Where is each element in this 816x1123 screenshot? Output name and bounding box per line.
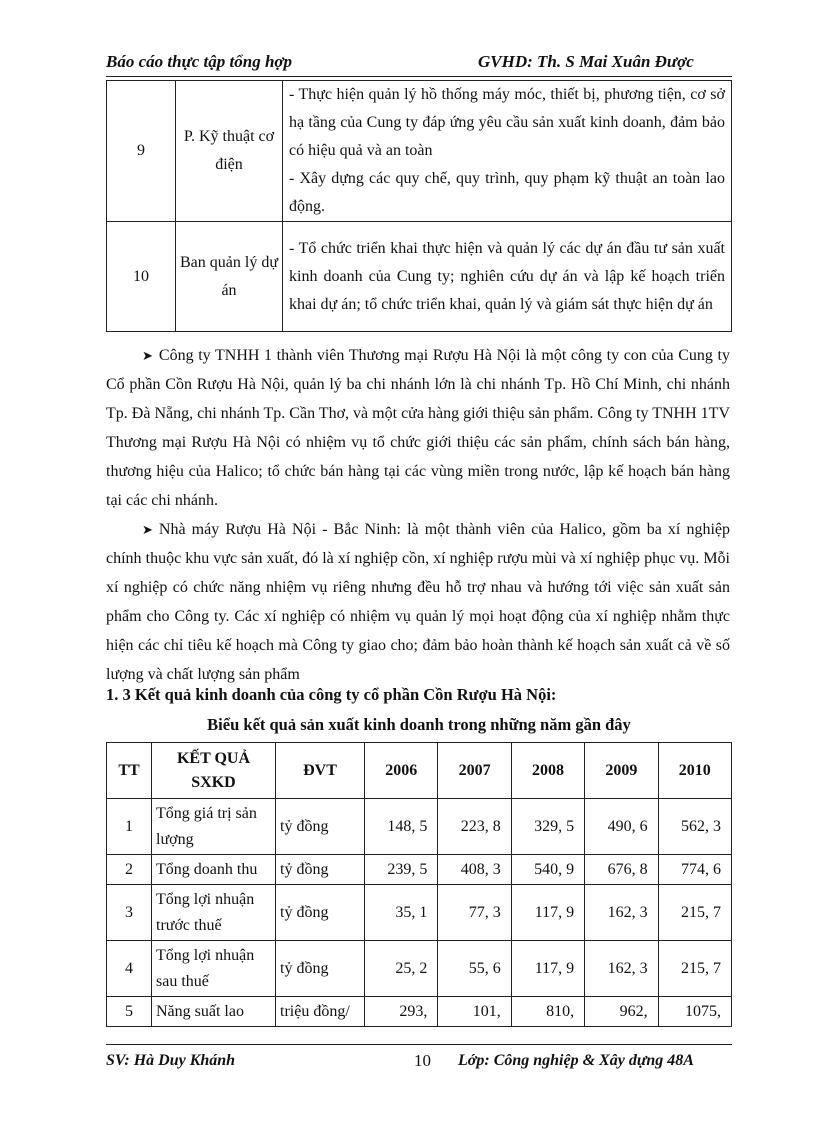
cell: Năng suất lao <box>152 997 276 1027</box>
cell: 4 <box>107 941 152 997</box>
cell: 3 <box>107 885 152 941</box>
table-row <box>107 799 732 855</box>
cell: 408, 3 <box>438 855 511 885</box>
cell: Tổng giá trị sản lượng <box>152 799 276 855</box>
arrow-bullet-icon: ➤ <box>142 522 153 537</box>
paragraph-text: Công ty TNHH 1 thành viên Thương mại Rượu Hà Nội là một công ty con của Cung ty Cổ phần Cồn Rượu Hà Nội, quản lý ba chi nhánh lớn là chi nhánh Tp. Hồ Chí Minh, chi nhánh Tp. Đà Nẵng, chi nhánh Tp. Cần Thơ, và một cửa hàng giới thiệu sản phẩm. Công ty TNHH 1TV Thương mại Rượu Hà Nội có nhiệm vụ tổ chức giới thiệu các sản phẩm, chính sách bán hàng, thương hiệu của Halico; tổ chức bán hàng tại các vùng miền trong nước, lập kế hoạch bán hàng tại các chi nhánh. <box>106 347 730 509</box>
cell: Tổng lợi nhuận trước thuế <box>152 885 276 941</box>
cell: 293, <box>365 997 438 1027</box>
department-duties <box>283 222 732 332</box>
department-name: Ban quản lý dự án <box>176 222 283 332</box>
cell: 215, 7 <box>658 941 731 997</box>
cell: 101, <box>438 997 511 1027</box>
footer-class: Lớp: Công nghiệp & Xây dựng 48A <box>458 1052 694 1069</box>
cell: 117, 9 <box>511 885 584 941</box>
table-row <box>107 997 732 1027</box>
cell: 490, 6 <box>585 799 658 855</box>
cell: 223, 8 <box>438 799 511 855</box>
cell: 77, 3 <box>438 885 511 941</box>
table-header-row <box>107 743 732 799</box>
header-rule <box>106 76 732 77</box>
cell: 676, 8 <box>585 855 658 885</box>
footer-rule <box>106 1044 732 1045</box>
cell: 540, 9 <box>511 855 584 885</box>
cell: 239, 5 <box>365 855 438 885</box>
table-row <box>107 885 732 941</box>
cell: Tổng doanh thu <box>152 855 276 885</box>
cell: 35, 1 <box>365 885 438 941</box>
cell: 774, 6 <box>658 855 731 885</box>
table-row <box>107 941 732 997</box>
cell: 5 <box>107 997 152 1027</box>
table-row <box>107 855 732 885</box>
paragraph-subsidiary <box>106 341 730 515</box>
header-cell: ĐVT <box>276 743 365 799</box>
cell: 162, 3 <box>585 885 658 941</box>
cell: 810, <box>511 997 584 1027</box>
cell: 329, 5 <box>511 799 584 855</box>
cell: 162, 3 <box>585 941 658 997</box>
cell: 1075, <box>658 997 731 1027</box>
cell: 117, 9 <box>511 941 584 997</box>
cell: 2 <box>107 855 152 885</box>
header-cell: TT <box>107 743 152 799</box>
paragraph-factory <box>106 515 730 689</box>
section-title: 1. 3 Kết quả kinh doanh của công ty cổ phần Cồn Rượu Hà Nội: <box>106 685 557 704</box>
cell: 215, 7 <box>658 885 731 941</box>
header-cell: 2010 <box>658 743 731 799</box>
header-cell: 2009 <box>585 743 658 799</box>
row-number: 10 <box>107 222 176 332</box>
header-left: Báo cáo thực tập tổng hợp <box>106 52 293 71</box>
cell: 148, 5 <box>365 799 438 855</box>
table-title: Biểu kết quả sản xuất kinh doanh trong những năm gần đây <box>207 715 631 734</box>
arrow-bullet-icon: ➤ <box>142 348 153 363</box>
cell: 55, 6 <box>438 941 511 997</box>
departments-table <box>106 80 732 332</box>
cell: 1 <box>107 799 152 855</box>
paragraph-text: Nhà máy Rượu Hà Nội - Bắc Ninh: là một thành viên của Halico, gồm ba xí nghiệp chính thuộc khu vực sản xuất, đó là xí nghiệp cồn, xí nghiệp rượu mùi và xí nghiệp phục vụ. Mỗi xí nghiệp có chức năng nhiệm vụ riêng nhưng đều hỗ trợ nhau và hướng tới việc sản xuất sản phẩm cho Công ty. Các xí nghiệp có nhiệm vụ quản lý mọi hoạt động của xí nghiệp nhằm thực hiện các chỉ tiêu kế hoạch mà Công ty giao cho; đảm bảo hoàn thành kế hoạch sản xuất cả về số lượng và chất lượng sản phẩm <box>106 521 730 683</box>
cell: 962, <box>585 997 658 1027</box>
row-number: 9 <box>107 81 176 222</box>
table-row <box>107 222 732 332</box>
page-number: 10 <box>414 1051 431 1070</box>
cell: tỷ đồng <box>276 799 365 855</box>
results-table <box>106 742 732 1027</box>
department-duties <box>283 81 732 222</box>
header-cell: 2006 <box>365 743 438 799</box>
duty-line: - Xây dựng các quy chế, quy trình, quy phạm kỹ thuật an toàn lao động. <box>289 170 725 215</box>
duty-line: - Tổ chức triển khai thực hiện và quản lý các dự án đầu tư sản xuất kinh doanh của Cung ty; nghiên cứu dự án và lập kế hoạch triển khai dự án; tổ chức triển khai, quản lý và giám sát thực hiện dự án <box>289 239 725 313</box>
cell: 562, 3 <box>658 799 731 855</box>
header-cell: 2007 <box>438 743 511 799</box>
duty-line: - Thực hiện quản lý hồ thống máy móc, thiết bị, phương tiện, cơ sở hạ tầng của Cung ty đáp ứng yêu cầu sản xuất kinh doanh, đảm bảo có hiệu quả và an toàn <box>289 86 725 159</box>
cell: Tổng lợi nhuận sau thuế <box>152 941 276 997</box>
cell: tỷ đồng <box>276 885 365 941</box>
header-right: GVHD: Th. S Mai Xuân Được <box>478 52 694 71</box>
cell: tỷ đồng <box>276 855 365 885</box>
department-name: P. Kỹ thuật cơ điện <box>176 81 283 222</box>
cell: tỷ đồng <box>276 941 365 997</box>
cell: triệu đồng/ <box>276 997 365 1027</box>
header-cell: 2008 <box>511 743 584 799</box>
cell: 25, 2 <box>365 941 438 997</box>
table-row <box>107 81 732 222</box>
footer-student: SV: Hà Duy Khánh <box>106 1052 236 1069</box>
header-cell: KẾT QUẢ SXKD <box>152 743 276 799</box>
